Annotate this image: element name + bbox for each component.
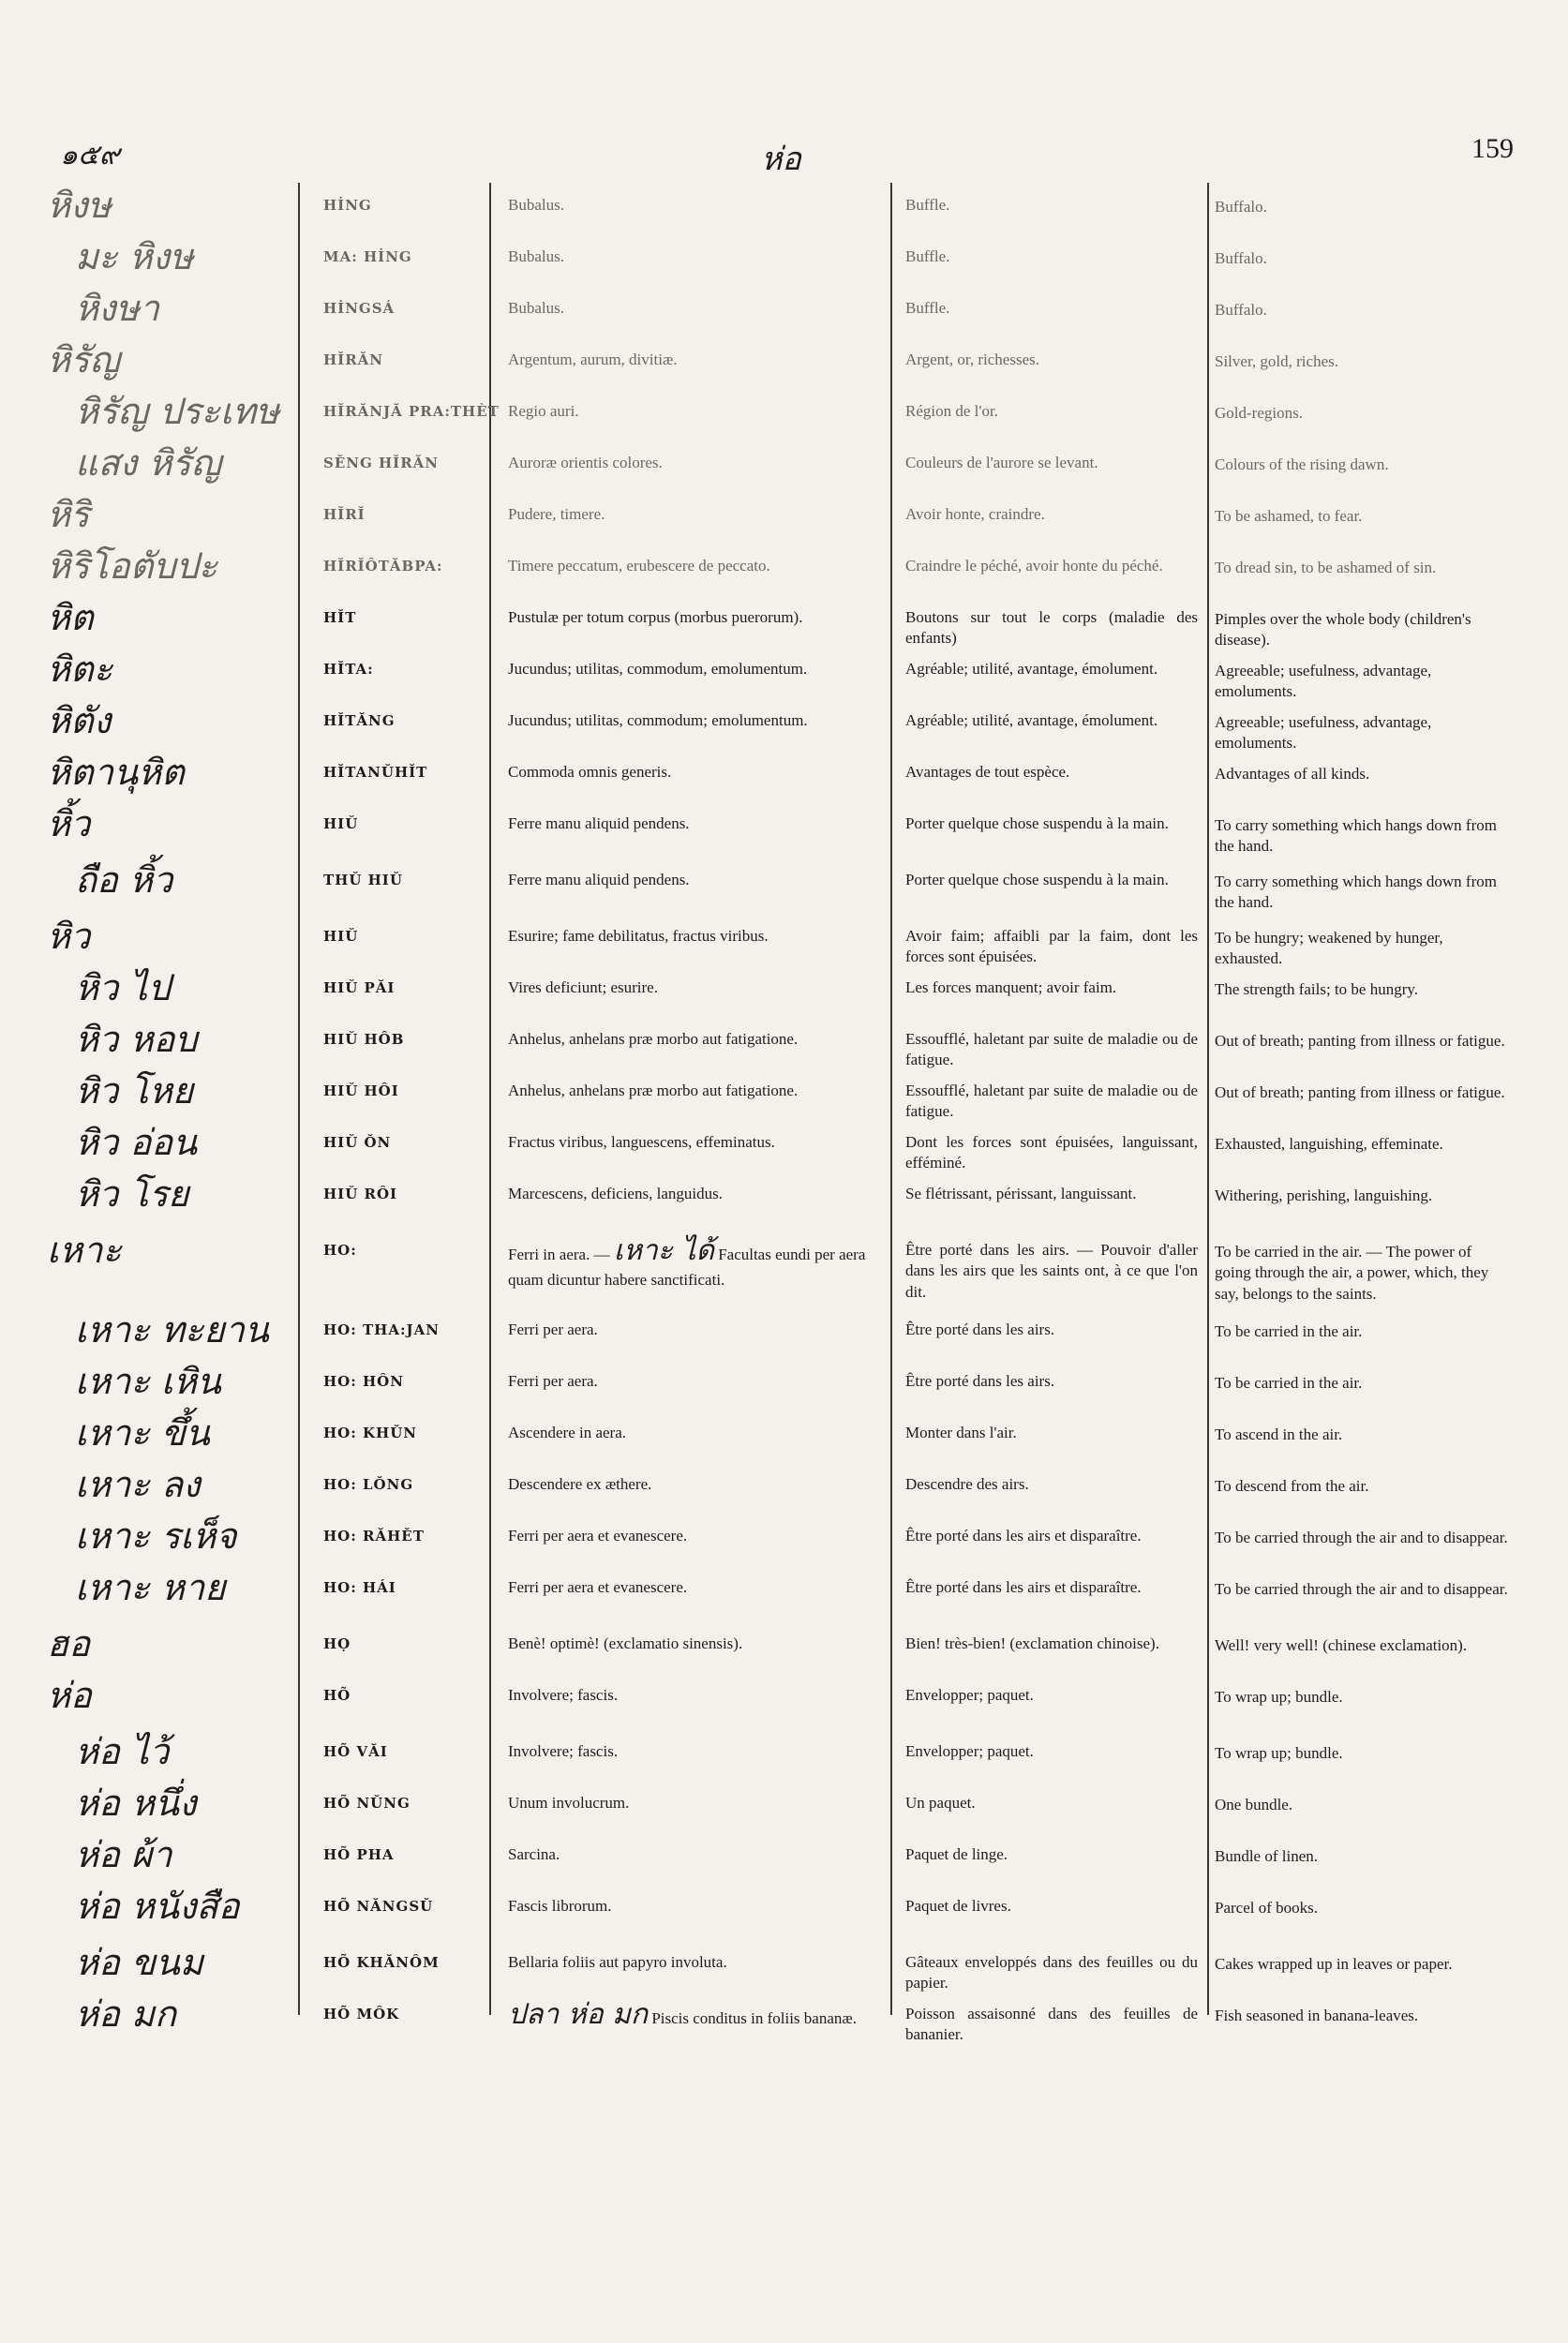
- latin-gloss: Jucundus; utilitas, commodum, emolumentum.: [508, 660, 808, 678]
- latin-gloss: Bubalus.: [508, 299, 564, 317]
- latin-gloss: Pustulæ per totum corpus (morbus puerorum).: [508, 608, 803, 626]
- thai-headword: หิตะ: [47, 649, 113, 690]
- french-gloss: Bien! très-bien! (exclamation chinoise).: [905, 1634, 1159, 1652]
- latin-gloss: Involvere; fascis.: [508, 1742, 619, 1760]
- latin-gloss: Jucundus; utilitas, commodum; emolumentum.: [508, 711, 808, 729]
- thai-headword: หิงษ: [47, 185, 112, 226]
- thai-headword: แสง หิรัญ: [75, 442, 222, 484]
- romanization: HİNG: [323, 197, 372, 214]
- latin-gloss: Sarcina.: [508, 1845, 560, 1863]
- french-gloss: Être porté dans les airs. — Pouvoir d'aller dans les airs que les saints ont, à ce que l'on dit.: [905, 1241, 1198, 1301]
- english-gloss: To descend from the air.: [1215, 1477, 1369, 1495]
- thai-headword: หิว อ่อน: [75, 1122, 198, 1163]
- romanization: HĬRĬ: [323, 506, 366, 523]
- thai-headword: ห่อ หนังสือ: [75, 1886, 240, 1927]
- english-gloss: Bundle of linen.: [1215, 1847, 1319, 1865]
- english-gloss: Colours of the rising dawn.: [1215, 455, 1389, 473]
- thai-headword: เหาะ เหิน: [75, 1361, 221, 1402]
- romanization: HIǓ RÔI: [323, 1186, 398, 1202]
- french-gloss: Descendre des airs.: [905, 1475, 1029, 1493]
- english-gloss: To carry something which hangs down from the hand.: [1215, 873, 1497, 912]
- english-gloss: To wrap up; bundle.: [1215, 1688, 1343, 1706]
- english-gloss: To carry something which hangs down from the hand.: [1215, 816, 1497, 856]
- english-gloss: To be carried in the air.: [1215, 1322, 1363, 1340]
- thai-headword: หิ้ว: [47, 803, 91, 844]
- thai-headword: เหาะ ขึ้น: [75, 1412, 210, 1454]
- latin-gloss: [508, 1996, 883, 2034]
- thai-headword: หิตัง: [47, 700, 112, 741]
- french-gloss: Buffle.: [905, 247, 950, 265]
- latin-gloss: Bubalus.: [508, 196, 564, 214]
- romanization: HO:: [323, 1242, 357, 1259]
- thai-headword: ถือ หิ้ว: [75, 859, 173, 901]
- thai-headword: หิต: [47, 597, 94, 638]
- latin-gloss: Ferri per aera.: [508, 1372, 598, 1390]
- english-gloss: Agreeable; usefulness, advantage, emoluments.: [1215, 662, 1432, 701]
- french-gloss: Un paquet.: [905, 1794, 976, 1812]
- french-gloss: Porter quelque chose suspendu à la main.: [905, 871, 1169, 888]
- romanization: HĬTĂNG: [323, 712, 396, 729]
- thai-headword: เหาะ ทะยาน: [75, 1309, 269, 1351]
- french-gloss: Avoir honte, craindre.: [905, 505, 1045, 523]
- french-gloss: Argent, or, richesses.: [905, 351, 1039, 368]
- latin-gloss: Commoda omnis generis.: [508, 763, 672, 781]
- latin-gloss: Ferri per aera et evanescere.: [508, 1578, 688, 1596]
- latin-gloss: Vires deficiunt; esurire.: [508, 978, 658, 996]
- romanization: HO: KHŬN: [323, 1425, 417, 1441]
- english-gloss: Agreeable; usefulness, advantage, emoluments.: [1215, 713, 1432, 753]
- french-gloss: Être porté dans les airs et disparaître.: [905, 1578, 1142, 1596]
- latin-gloss: Fractus viribus, languescens, effeminatus.: [508, 1133, 775, 1151]
- thai-headword: เหาะ: [47, 1230, 122, 1271]
- latin-gloss: Ferre manu aliquid pendens.: [508, 871, 690, 888]
- french-gloss: Avoir faim; affaibli par la faim, dont les forces sont épuisées.: [905, 927, 1198, 966]
- english-gloss: One bundle.: [1215, 1796, 1293, 1813]
- latin-gloss: Bellaria foliis aut papyro involuta.: [508, 1953, 727, 1971]
- english-gloss: Gold-regions.: [1215, 404, 1303, 422]
- english-gloss: Cakes wrapped up in leaves or paper.: [1215, 1955, 1453, 1973]
- thai-headword: หิว ไป: [75, 967, 171, 1008]
- english-gloss: To be ashamed, to fear.: [1215, 507, 1363, 525]
- latin-gloss: Marcescens, deficiens, languidus.: [508, 1185, 723, 1202]
- latin-gloss: [508, 1232, 883, 1291]
- french-gloss: Envelopper; paquet.: [905, 1742, 1034, 1760]
- french-gloss: Buffle.: [905, 299, 950, 317]
- french-gloss: Agréable; utilité, avantage, émolument.: [905, 660, 1158, 678]
- thai-headword: หิรัญ ประเทษ: [75, 391, 279, 432]
- latin-gloss: Ferre manu aliquid pendens.: [508, 814, 690, 832]
- french-gloss: Être porté dans les airs et disparaître.: [905, 1527, 1142, 1545]
- romanization: THǓ HIǓ: [323, 872, 403, 888]
- romanization: HİNGSÁ: [323, 300, 396, 317]
- french-gloss: Avantages de tout espèce.: [905, 763, 1070, 781]
- french-gloss: Être porté dans les airs.: [905, 1321, 1055, 1338]
- french-gloss: Être porté dans les airs.: [905, 1372, 1055, 1390]
- english-gloss: To be carried in the air. — The power of going through the air, a power, which, they say, belongs to the saints.: [1215, 1243, 1489, 1303]
- english-gloss: Parcel of books.: [1215, 1899, 1319, 1917]
- latin-gloss: Involvere; fascis.: [508, 1686, 619, 1704]
- latin-gloss: Bubalus.: [508, 247, 564, 265]
- thai-headword: หิริ: [47, 494, 90, 535]
- french-gloss: Région de l'or.: [905, 402, 998, 420]
- latin-gloss: Unum involucrum.: [508, 1794, 630, 1812]
- romanization: HO: HÁI: [323, 1579, 396, 1596]
- romanization: SĔNG HĬRĂN: [323, 455, 440, 471]
- latin-gloss: Ferri per aera.: [508, 1321, 598, 1338]
- romanization: HÕ PHA: [323, 1846, 395, 1863]
- latin-gloss: Descendere ex æthere.: [508, 1475, 652, 1493]
- english-gloss: Well! very well! (chinese exclamation).: [1215, 1636, 1468, 1654]
- romanization: HĬTA:: [323, 661, 374, 678]
- latin-gloss: Argentum, aurum, divitiæ.: [508, 351, 678, 368]
- latin-gloss: Ascendere in aera.: [508, 1424, 627, 1441]
- romanization: HO: LŎNG: [323, 1476, 414, 1493]
- thai-headword: หิว: [47, 916, 91, 957]
- romanization: HIǓ: [323, 815, 359, 832]
- column-rule: [298, 183, 300, 2015]
- english-gloss: To wrap up; bundle.: [1215, 1744, 1343, 1762]
- romanization: HĬRĂNJĂ PRA:THÈT: [323, 403, 500, 420]
- romanization: HIǓ ŎN: [323, 1134, 392, 1151]
- romanization: HÕ MÔK: [323, 2006, 400, 2022]
- latin-gloss: Pudere, timere.: [508, 505, 605, 523]
- french-gloss: Se flétrissant, périssant, languissant.: [905, 1185, 1137, 1202]
- french-gloss: Porter quelque chose suspendu à la main.: [905, 814, 1169, 832]
- running-head: ห่อ: [761, 141, 801, 178]
- english-gloss: Withering, perishing, languishing.: [1215, 1186, 1433, 1204]
- french-gloss: Les forces manquent; avoir faim.: [905, 978, 1117, 996]
- romanization: HỌ: [323, 1635, 351, 1652]
- latin-gloss-tail: Facultas eundi per aera quam dicuntur habere sanctificati.: [508, 1246, 866, 1289]
- latin-gloss: Regio auri.: [508, 402, 579, 420]
- french-gloss: Essoufflé, haletant par suite de maladie ou de fatigue.: [905, 1082, 1198, 1121]
- english-gloss: The strength fails; to be hungry.: [1215, 980, 1419, 998]
- latin-gloss-tail: Piscis conditus in foliis bananæ.: [648, 2009, 857, 2027]
- thai-headword: ห่อ ผ้า: [75, 1834, 172, 1875]
- latin-gloss: Fascis librorum.: [508, 1897, 612, 1915]
- latin-gloss: Timere peccatum, erubescere de peccato.: [508, 557, 770, 575]
- english-gloss: To be carried in the air.: [1215, 1374, 1363, 1392]
- french-gloss: Agréable; utilité, avantage, émolument.: [905, 711, 1158, 729]
- latin-gloss-thai: เหาะ ได้: [613, 1234, 714, 1267]
- english-gloss: To dread sin, to be ashamed of sin.: [1215, 559, 1437, 576]
- english-gloss: Silver, gold, riches.: [1215, 352, 1338, 370]
- thai-headword: หิงษา: [75, 288, 159, 329]
- english-gloss: Buffalo.: [1215, 249, 1267, 267]
- french-gloss: Dont les forces sont épuisées, languissant, efféminé.: [905, 1133, 1198, 1172]
- french-gloss: Paquet de livres.: [905, 1897, 1011, 1915]
- romanization: HĬRĂN: [323, 351, 384, 368]
- thai-headword: หิว โรย: [75, 1173, 189, 1215]
- romanization: HĬRĬÔTĂBPA:: [323, 558, 443, 575]
- latin-gloss-text: Ferri in aera. —: [508, 1246, 614, 1263]
- thai-headword: เหาะ รเห็จ: [75, 1515, 237, 1557]
- french-gloss: Gâteaux enveloppés dans des feuilles ou du papier.: [905, 1953, 1198, 1992]
- romanization: HÕ NĂNGSŬ: [323, 1898, 434, 1915]
- english-gloss: To be hungry; weakened by hunger, exhausted.: [1215, 929, 1443, 968]
- french-gloss: Essoufflé, haletant par suite de maladie ou de fatigue.: [905, 1030, 1198, 1069]
- french-gloss: Buffle.: [905, 196, 950, 214]
- english-gloss: Out of breath; panting from illness or fatigue.: [1215, 1032, 1505, 1050]
- thai-headword: มะ หิงษ: [75, 236, 194, 277]
- column-rule: [489, 183, 491, 2015]
- romanization: HÕ VĂI: [323, 1743, 388, 1760]
- romanization: HO: RĂHĔT: [323, 1528, 425, 1545]
- romanization: HIǓ: [323, 928, 359, 945]
- english-gloss: Advantages of all kinds.: [1215, 765, 1370, 783]
- romanization: HÕ KHĂNÔM: [323, 1954, 440, 1971]
- thai-headword: ห่อ: [47, 1675, 92, 1716]
- latin-gloss: Ferri per aera et evanescere.: [508, 1527, 688, 1545]
- thai-headword: หิว หอบ: [75, 1019, 198, 1060]
- page-number-thai: ๑๕๙: [60, 139, 120, 172]
- romanization: HIǓ HÔI: [323, 1082, 399, 1099]
- column-rule: [890, 183, 892, 2015]
- thai-headword: ห่อ มก: [75, 1993, 177, 2035]
- latin-gloss: Auroræ orientis colores.: [508, 454, 663, 471]
- latin-gloss-thai: ปลา ห่อ มก: [508, 1998, 649, 2031]
- french-gloss: Boutons sur tout le corps (maladie des enfants): [905, 608, 1198, 648]
- thai-headword: หิตานุหิต: [47, 752, 185, 793]
- romanization: HĬTANŬHĬT: [323, 764, 428, 781]
- romanization: HO: THA:JAN: [323, 1321, 440, 1338]
- latin-gloss: Anhelus, anhelans præ morbo aut fatigatione.: [508, 1030, 799, 1048]
- english-gloss: To be carried through the air and to disappear.: [1215, 1529, 1508, 1546]
- english-gloss: To ascend in the air.: [1215, 1425, 1343, 1443]
- romanization: HIǓ PĂI: [323, 979, 396, 996]
- romanization: MA: HİNG: [323, 248, 412, 265]
- french-gloss: Envelopper; paquet.: [905, 1686, 1034, 1704]
- thai-headword: ฮอ: [47, 1623, 91, 1664]
- french-gloss: Couleurs de l'aurore se levant.: [905, 454, 1098, 471]
- thai-headword: หิรัญ: [47, 339, 120, 381]
- french-gloss: Paquet de linge.: [905, 1845, 1008, 1863]
- french-gloss: Poisson assaisonné dans des feuilles de bananier.: [905, 2005, 1198, 2044]
- english-gloss: Buffalo.: [1215, 301, 1267, 319]
- column-rule: [1207, 183, 1209, 2015]
- latin-gloss: Benè! optimè! (exclamatio sinensis).: [508, 1634, 743, 1652]
- romanization: HO: HÔN: [323, 1373, 404, 1390]
- romanization: HÕ NŬNG: [323, 1795, 411, 1812]
- english-gloss: Out of breath; panting from illness or fatigue.: [1215, 1083, 1505, 1101]
- english-gloss: Fish seasoned in banana-leaves.: [1215, 2007, 1419, 2024]
- thai-headword: เหาะ ลง: [75, 1464, 201, 1505]
- english-gloss: Exhausted, languishing, effeminate.: [1215, 1135, 1443, 1153]
- romanization: HĬT: [323, 609, 357, 626]
- french-gloss: Craindre le péché, avoir honte du péché.: [905, 557, 1163, 575]
- latin-gloss: Anhelus, anhelans præ morbo aut fatigatione.: [508, 1082, 799, 1099]
- thai-headword: หิริโอตับปะ: [47, 545, 218, 587]
- english-gloss: Pimples over the whole body (children's disease).: [1215, 610, 1471, 649]
- page-number: 159: [1471, 133, 1514, 164]
- romanization: HIǓ HÔB: [323, 1031, 405, 1048]
- english-gloss: To be carried through the air and to disappear.: [1215, 1580, 1508, 1598]
- thai-headword: ห่อ ขนม: [75, 1942, 203, 1983]
- thai-headword: เหาะ หาย: [75, 1567, 226, 1608]
- thai-headword: ห่อ ไว้: [75, 1731, 170, 1772]
- thai-headword: ห่อ หนึ่ง: [75, 1783, 197, 1824]
- thai-headword: หิว โหย: [75, 1070, 194, 1112]
- english-gloss: Buffalo.: [1215, 198, 1267, 216]
- french-gloss: Monter dans l'air.: [905, 1424, 1017, 1441]
- latin-gloss: Esurire; fame debilitatus, fractus viribus.: [508, 927, 769, 945]
- romanization: HÕ: [323, 1687, 351, 1704]
